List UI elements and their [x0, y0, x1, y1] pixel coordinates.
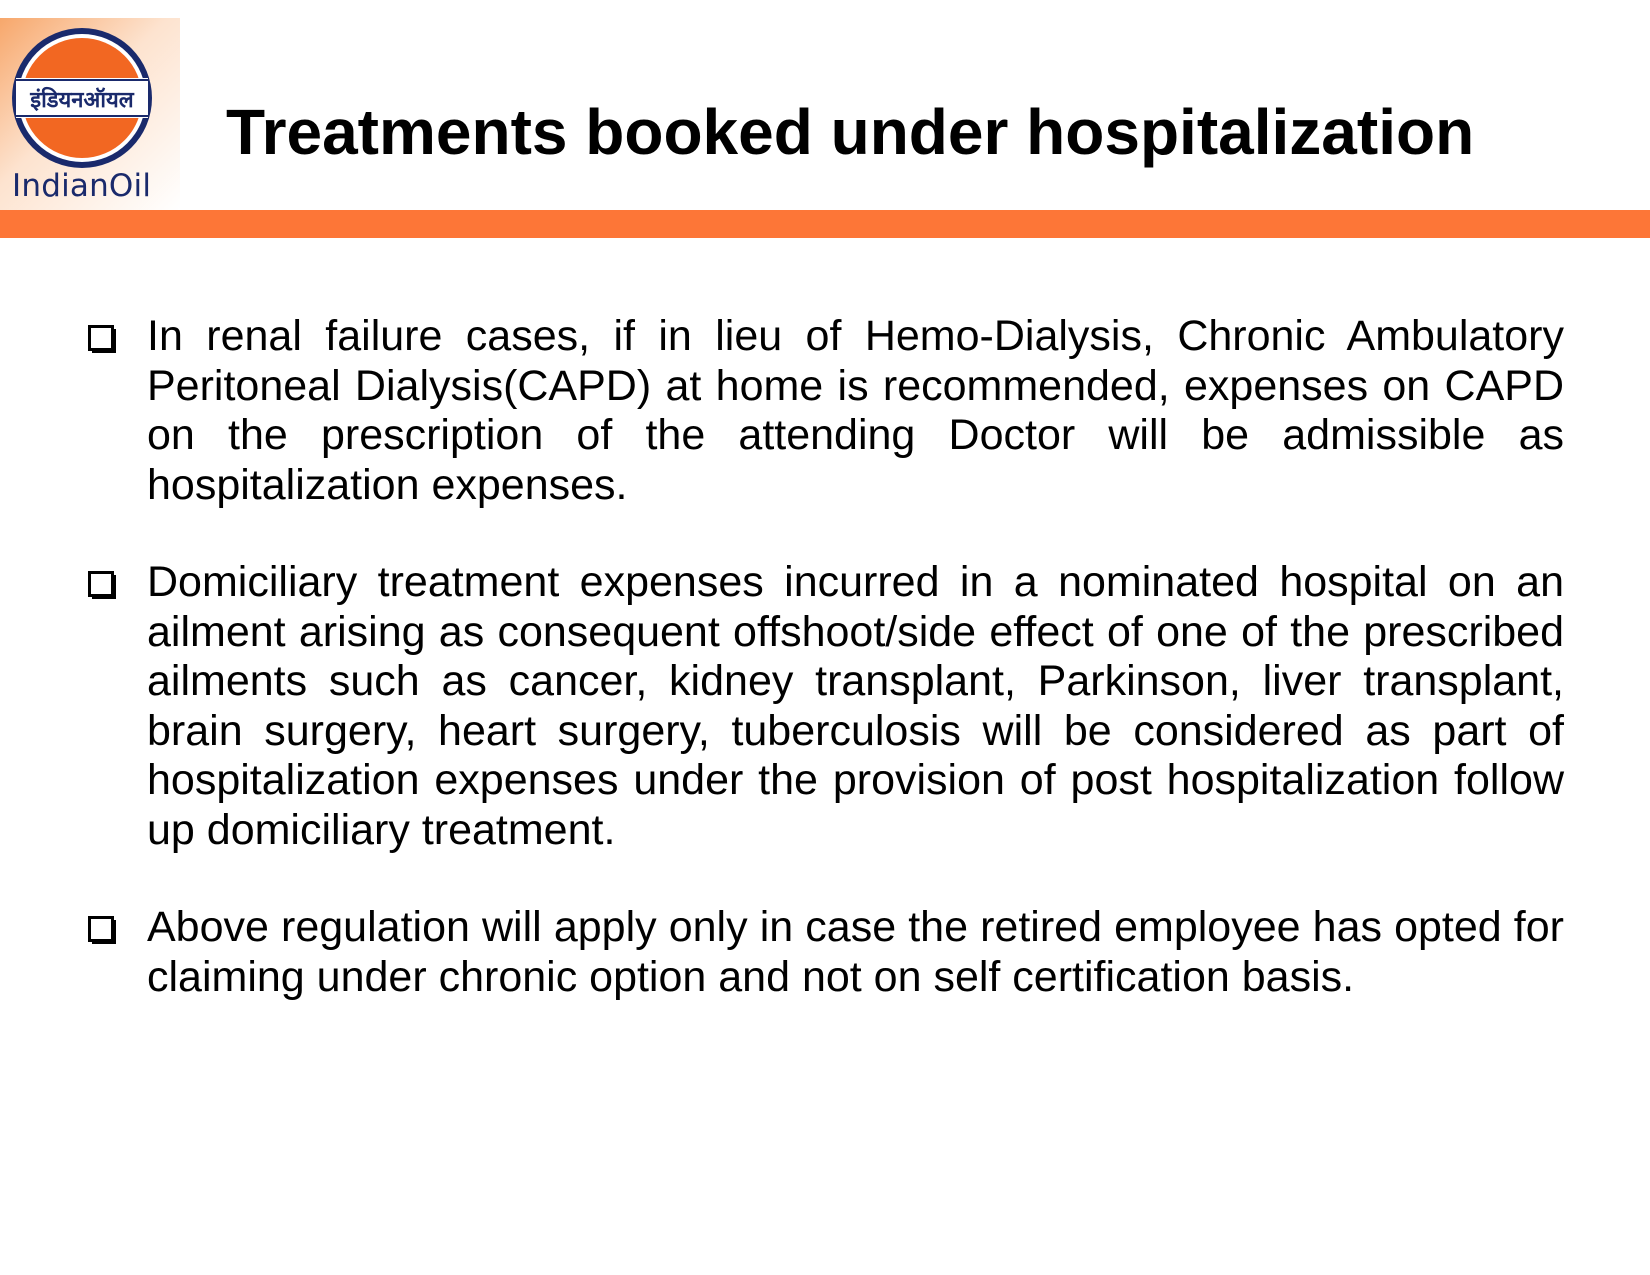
indianoil-logo: [0, 18, 180, 210]
slide-header: [0, 0, 1650, 212]
bullet-text: Above regulation will apply only in case the retired employee has opted for claiming under chronic option and not on self certification basis.: [147, 903, 1564, 1001]
indianoil-emblem-icon: [8, 24, 156, 172]
checkbox-icon: [88, 571, 118, 601]
bullet-text: In renal failure cases, if in lieu of Hemo-Dialysis, Chronic Ambulatory Peritoneal Dialysis(CAPD) at home is recommended, expenses on CAPD on the prescription of the attending Doctor will be admissible as hospitalization expenses.: [147, 312, 1564, 509]
bullet-text: Domiciliary treatment expenses incurred in a nominated hospital on an ailment arising as consequent offshoot/side effect of one of the prescribed ailments such as cancer, kidney transplant, Parkinson, liver transplant, brain surgery, heart surgery, tuberculosis will be considered as part of hospitalization expenses under the provision of post hospitalization follow up domiciliary treatment.: [147, 558, 1564, 854]
list-item: [88, 312, 1564, 510]
logo-hindi-text: इंडियनऑयल: [30, 88, 134, 113]
page-title: Treatments booked under hospitalization: [226, 96, 1475, 168]
header-divider: [0, 210, 1650, 238]
checkbox-icon: [88, 916, 118, 946]
logo-wordmark: IndianOil: [12, 168, 152, 204]
checkbox-icon: [88, 325, 118, 355]
list-item: [88, 903, 1564, 1002]
bullet-list: [88, 312, 1564, 1050]
list-item: [88, 558, 1564, 855]
